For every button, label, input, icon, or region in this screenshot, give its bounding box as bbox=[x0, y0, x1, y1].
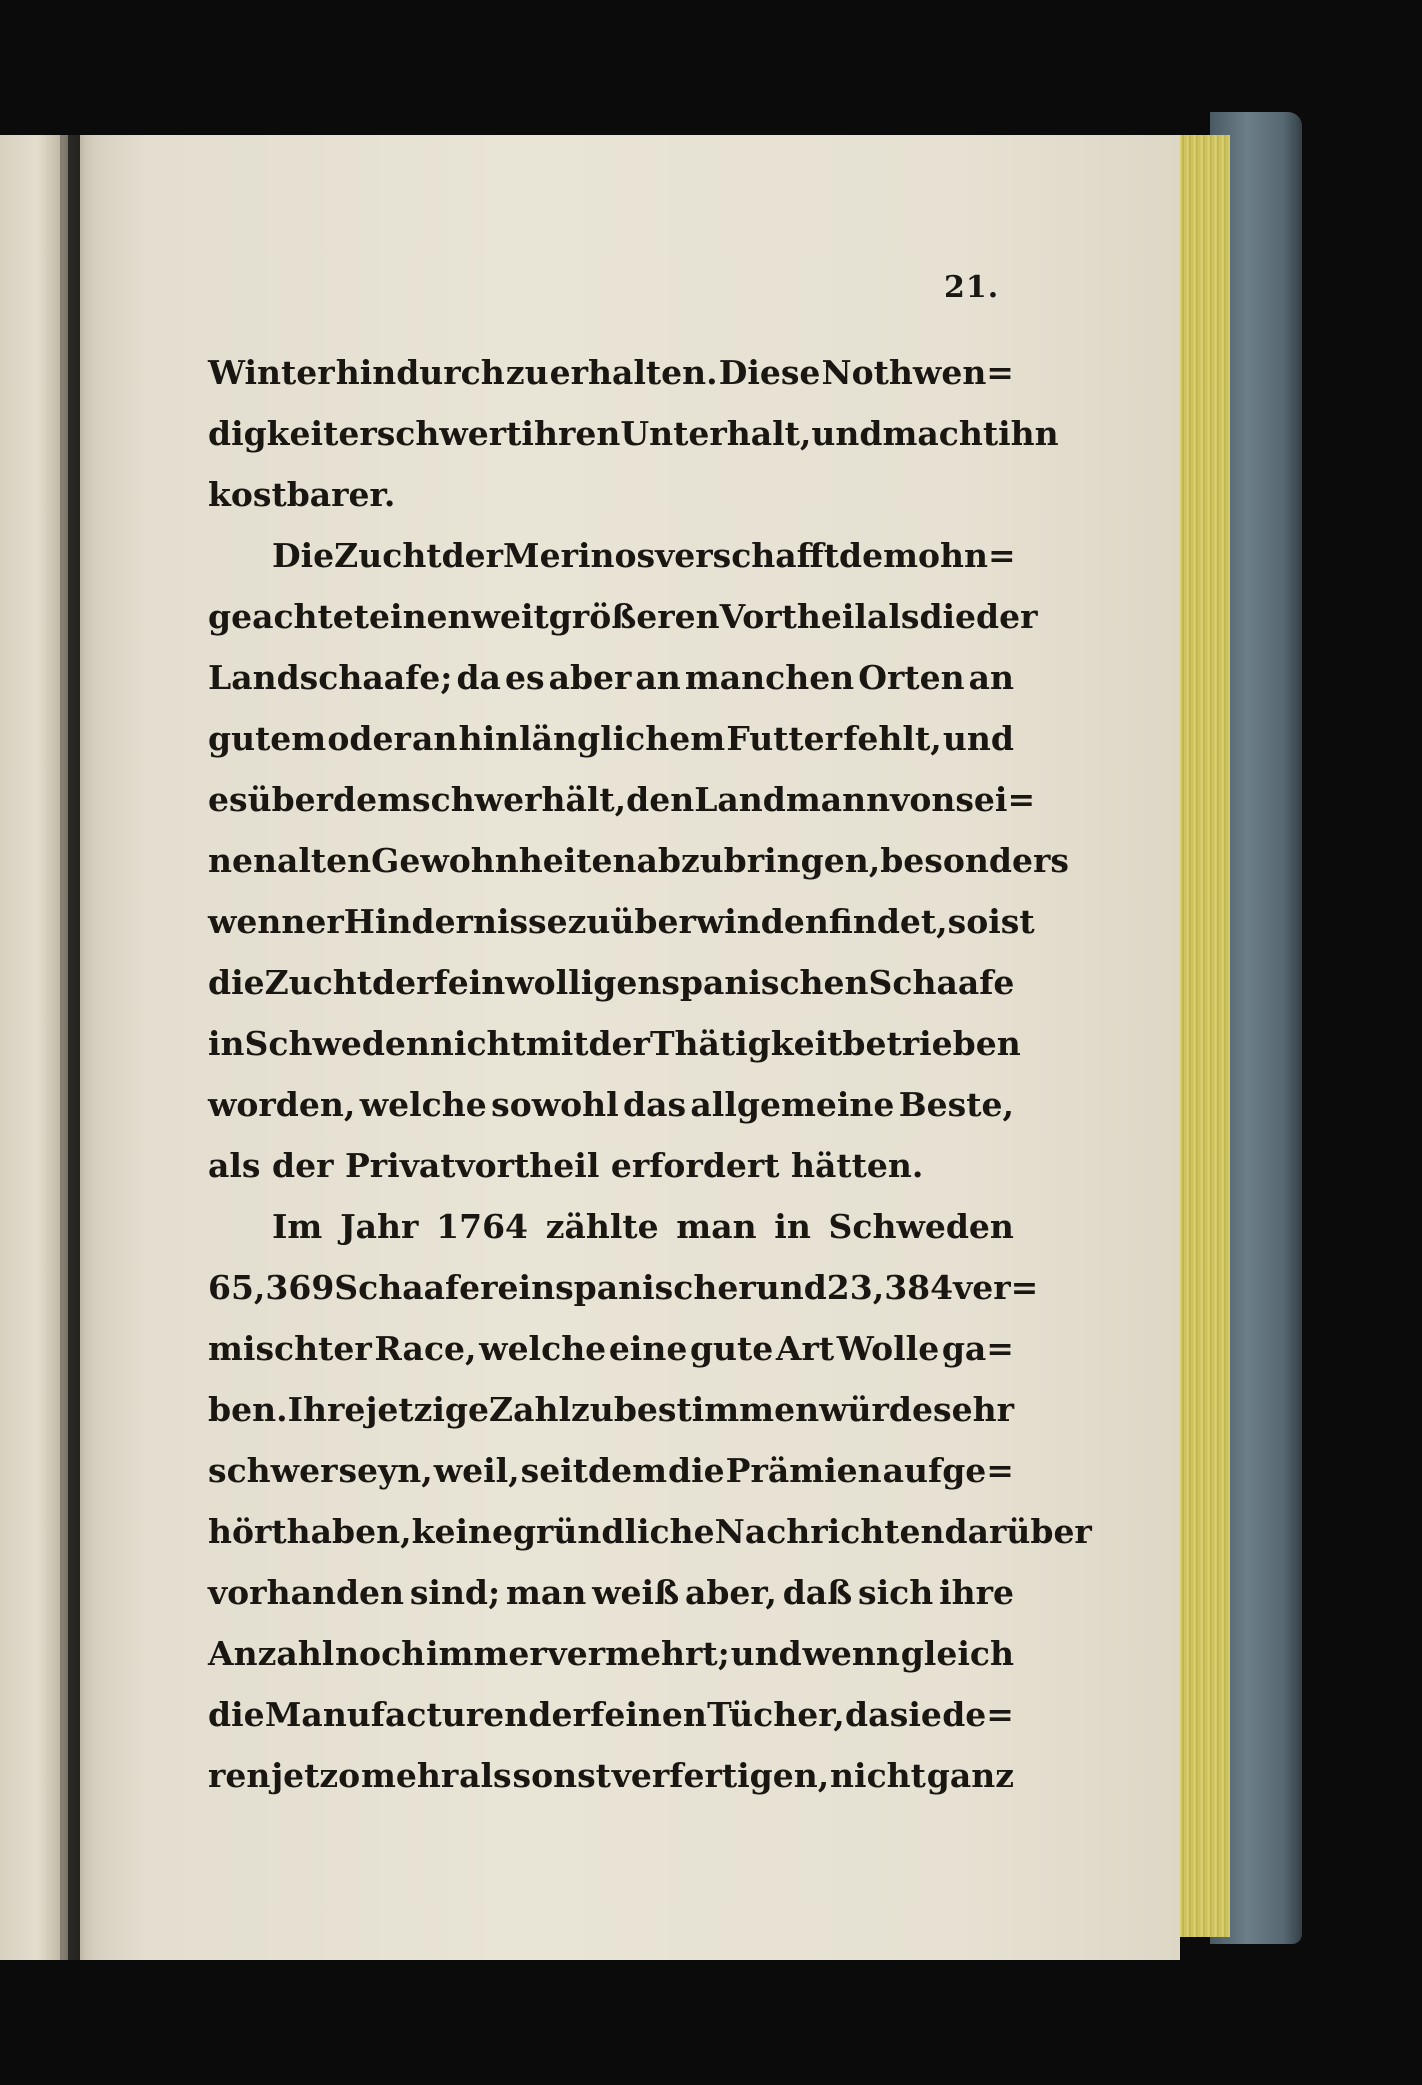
word: ga= bbox=[941, 1329, 1014, 1368]
word: findet, bbox=[828, 902, 948, 941]
word: alten bbox=[276, 841, 372, 880]
word: kostbarer. bbox=[208, 475, 396, 514]
word: welche bbox=[359, 1085, 487, 1124]
word: sehr bbox=[933, 1390, 1014, 1429]
word: besonders bbox=[880, 841, 1069, 880]
word: mit bbox=[525, 1024, 589, 1063]
word: spanischer bbox=[555, 1268, 756, 1307]
word: Wolle bbox=[836, 1329, 940, 1368]
word: erschwert bbox=[338, 414, 522, 453]
word: sich bbox=[858, 1573, 934, 1612]
word: gründliche bbox=[512, 1512, 715, 1551]
page-number: 21. bbox=[944, 270, 1000, 305]
word: der bbox=[272, 1146, 345, 1185]
word: immer bbox=[425, 1634, 547, 1673]
word: größeren bbox=[548, 597, 720, 636]
word: in bbox=[208, 1024, 245, 1063]
word: Nachrichten bbox=[714, 1512, 945, 1551]
text-line bbox=[208, 342, 1014, 403]
word: der bbox=[441, 536, 504, 575]
word: Zucht bbox=[334, 536, 442, 575]
word: zählte bbox=[545, 1207, 659, 1246]
word: der bbox=[588, 1024, 650, 1063]
text-line bbox=[208, 769, 1036, 830]
word: weil, bbox=[433, 1451, 520, 1490]
word: ist bbox=[988, 902, 1035, 941]
word: darüber bbox=[944, 1512, 1092, 1551]
word: weit bbox=[471, 597, 549, 636]
word: den bbox=[626, 780, 695, 819]
word: und bbox=[730, 1634, 802, 1673]
word: und bbox=[811, 414, 883, 453]
word: macht bbox=[882, 414, 999, 453]
word: zu bbox=[571, 1390, 614, 1429]
word: bestimmen bbox=[613, 1390, 820, 1429]
word: jetzo bbox=[271, 1756, 361, 1795]
word: erfordert bbox=[610, 1146, 792, 1185]
word: sei= bbox=[955, 780, 1036, 819]
word: es bbox=[208, 780, 248, 819]
page-edges bbox=[1178, 135, 1230, 1937]
word: Prämien bbox=[725, 1451, 882, 1490]
word: Jahr bbox=[340, 1207, 419, 1246]
word: seyn, bbox=[338, 1451, 433, 1490]
word: ren bbox=[208, 1756, 271, 1795]
word: allgemeine bbox=[690, 1085, 895, 1124]
word: das bbox=[623, 1085, 687, 1124]
word: ihren bbox=[521, 414, 621, 453]
word: Schweden bbox=[828, 1207, 1014, 1246]
word: die bbox=[208, 1695, 265, 1734]
word: es bbox=[504, 658, 545, 697]
word: die bbox=[208, 963, 265, 1002]
text-line bbox=[208, 1074, 1014, 1135]
word: hindurch bbox=[335, 353, 505, 392]
text-line bbox=[208, 1501, 1092, 1562]
word: gleich bbox=[900, 1634, 1014, 1673]
word: keine bbox=[411, 1512, 513, 1551]
word: sind; bbox=[409, 1573, 501, 1612]
word: feinen bbox=[590, 1695, 707, 1734]
word: Manufacturen bbox=[264, 1695, 529, 1734]
word: der bbox=[976, 597, 1038, 636]
word: geachtet bbox=[208, 597, 370, 636]
word: welche bbox=[479, 1329, 607, 1368]
word: mehr bbox=[361, 1756, 459, 1795]
text-line bbox=[208, 1379, 1014, 1440]
word: oder bbox=[327, 719, 411, 758]
text-line bbox=[208, 891, 1035, 952]
word: würde bbox=[819, 1390, 933, 1429]
word: sonst bbox=[512, 1756, 611, 1795]
word: manchen bbox=[684, 658, 855, 697]
text-line bbox=[208, 403, 1059, 464]
word: mischter bbox=[208, 1329, 372, 1368]
word: Schaafe bbox=[868, 963, 1015, 1002]
word: Im bbox=[272, 1207, 323, 1246]
word: so bbox=[947, 902, 989, 941]
text-line bbox=[208, 647, 1014, 708]
word: vorhanden bbox=[208, 1573, 405, 1612]
word: Beste, bbox=[898, 1085, 1014, 1124]
word: 23,384 bbox=[826, 1268, 954, 1307]
word: einen bbox=[369, 597, 472, 636]
word: Nothwen= bbox=[821, 353, 1014, 392]
word: und bbox=[942, 719, 1014, 758]
text-line bbox=[208, 586, 1038, 647]
word: hinlänglichem bbox=[458, 719, 726, 758]
text-line bbox=[208, 1135, 1014, 1196]
word: Ihre bbox=[287, 1390, 366, 1429]
text-line bbox=[208, 1257, 1039, 1318]
word: die bbox=[668, 1451, 725, 1490]
word: abzubringen, bbox=[636, 841, 881, 880]
word: ganz bbox=[926, 1756, 1014, 1795]
word: demohn= bbox=[839, 536, 1016, 575]
word: man bbox=[506, 1573, 587, 1612]
word: feinwolligen bbox=[433, 963, 662, 1002]
word: überwinden bbox=[610, 902, 829, 941]
word: jetzige bbox=[365, 1390, 489, 1429]
word: an bbox=[968, 658, 1014, 697]
text-line bbox=[208, 525, 1014, 586]
word: erhalten. bbox=[549, 353, 718, 392]
word: als bbox=[208, 1146, 272, 1185]
word: Anzahl bbox=[208, 1634, 335, 1673]
text-line bbox=[208, 1196, 1014, 1257]
text-line bbox=[208, 1318, 1014, 1379]
word: in bbox=[774, 1207, 811, 1246]
word: weiß bbox=[592, 1573, 680, 1612]
word: spanischen bbox=[661, 963, 869, 1002]
body-text bbox=[208, 342, 1092, 1806]
word: Gewohnheiten bbox=[371, 841, 637, 880]
word: man bbox=[676, 1207, 757, 1246]
word: zu bbox=[567, 902, 611, 941]
word: Hindernisse bbox=[343, 902, 568, 941]
word: da bbox=[456, 658, 501, 697]
word: Art bbox=[775, 1329, 835, 1368]
word: Merinos bbox=[503, 536, 656, 575]
word: hätten. bbox=[791, 1146, 924, 1185]
text-line bbox=[208, 1745, 1014, 1806]
word: nicht bbox=[429, 1024, 526, 1063]
word: aufge= bbox=[882, 1451, 1014, 1490]
word: haben, bbox=[286, 1512, 412, 1551]
word: von bbox=[890, 780, 956, 819]
word: Landmann bbox=[694, 780, 891, 819]
word: verschafft bbox=[655, 536, 840, 575]
word: vermehrt; bbox=[547, 1634, 730, 1673]
word: er bbox=[305, 902, 344, 941]
word: gutem bbox=[208, 719, 327, 758]
word: Tücher, bbox=[707, 1695, 845, 1734]
text-line bbox=[208, 952, 1014, 1013]
word: Schweden bbox=[244, 1024, 430, 1063]
word: sie bbox=[889, 1695, 942, 1734]
word: eine bbox=[608, 1329, 688, 1368]
word: digkeit bbox=[208, 414, 339, 453]
word: Zahl bbox=[489, 1390, 572, 1429]
word: Die bbox=[272, 536, 335, 575]
word: de= bbox=[942, 1695, 1014, 1734]
word: als bbox=[459, 1756, 512, 1795]
word: überdem bbox=[247, 780, 413, 819]
word: ben. bbox=[208, 1390, 288, 1429]
word: seitdem bbox=[520, 1451, 668, 1490]
word: verfertigen, bbox=[611, 1756, 830, 1795]
word: Winter bbox=[208, 353, 335, 392]
text-line bbox=[208, 464, 1014, 525]
word: nen bbox=[208, 841, 277, 880]
word: aber bbox=[548, 658, 632, 697]
word: Zucht bbox=[264, 963, 373, 1002]
word: wenn bbox=[208, 902, 306, 941]
word: da bbox=[845, 1695, 890, 1734]
word: schwer bbox=[208, 1451, 338, 1490]
text-line bbox=[208, 830, 1069, 891]
word: fehlt, bbox=[843, 719, 942, 758]
word: der bbox=[528, 1695, 590, 1734]
word: schwer bbox=[412, 780, 542, 819]
word: Privatvortheil bbox=[344, 1146, 611, 1185]
word: an bbox=[635, 658, 681, 697]
left-page-edge bbox=[0, 135, 68, 1960]
word: nicht bbox=[830, 1756, 926, 1795]
word: rein bbox=[480, 1268, 556, 1307]
word: Schaafe bbox=[334, 1268, 481, 1307]
text-line bbox=[208, 708, 1014, 769]
text-line bbox=[208, 1013, 1021, 1074]
word: zu bbox=[505, 353, 549, 392]
text-line bbox=[208, 1623, 1014, 1684]
word: an bbox=[412, 719, 458, 758]
word: und bbox=[755, 1268, 827, 1307]
word: Thätigkeit bbox=[649, 1024, 843, 1063]
word: worden, bbox=[208, 1085, 356, 1124]
word: hört bbox=[208, 1512, 287, 1551]
word: Futter bbox=[726, 719, 843, 758]
word: ihn bbox=[998, 414, 1059, 453]
word: Landschaafe; bbox=[208, 658, 453, 697]
gutter-shadow bbox=[60, 135, 96, 1960]
word: daß bbox=[782, 1573, 853, 1612]
word: Orten bbox=[858, 658, 965, 697]
word: noch bbox=[335, 1634, 426, 1673]
word: ihre bbox=[939, 1573, 1014, 1612]
word: als bbox=[866, 597, 920, 636]
word: 65,369 bbox=[208, 1268, 335, 1307]
word: aber, bbox=[684, 1573, 777, 1612]
text-line bbox=[208, 1684, 1014, 1745]
word: betrieben bbox=[842, 1024, 1021, 1063]
word: die bbox=[919, 597, 977, 636]
text-line bbox=[208, 1562, 1014, 1623]
word: Diese bbox=[718, 353, 821, 392]
word: Race, bbox=[374, 1329, 477, 1368]
word: der bbox=[372, 963, 434, 1002]
word: wenn bbox=[802, 1634, 900, 1673]
text-line bbox=[208, 1440, 1014, 1501]
word: ver= bbox=[953, 1268, 1039, 1307]
word: sowohl bbox=[491, 1085, 619, 1124]
word: 1764 bbox=[436, 1207, 528, 1246]
word: Vortheil bbox=[719, 597, 867, 636]
word: Unterhalt, bbox=[620, 414, 812, 453]
word: gute bbox=[689, 1329, 774, 1368]
word: hält, bbox=[541, 780, 627, 819]
